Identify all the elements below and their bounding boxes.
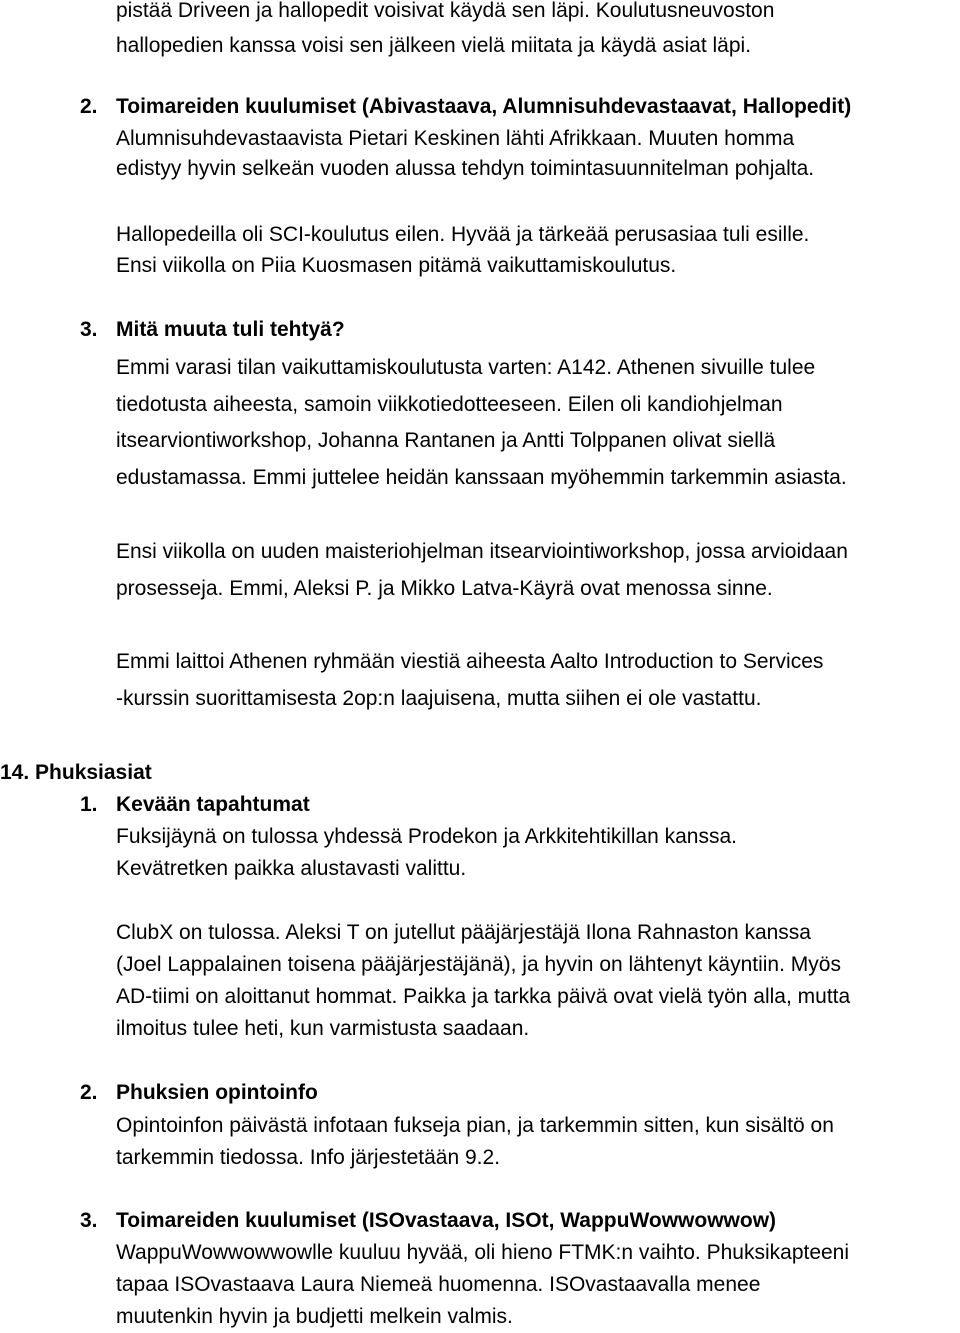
paragraph-line: prosesseja. Emmi, Aleksi P. ja Mikko Latva-Käyrä ovat menossa sinne. <box>116 577 773 600</box>
paragraph-line: AD-tiimi on aloittanut hommat. Paikka ja tarkka päivä ovat vielä työn alla, mutta <box>116 985 851 1008</box>
paragraph-line: edistyy hyvin selkeän vuoden alussa tehdyn toimintasuunnitelman pohjalta. <box>116 157 815 180</box>
paragraph-line: Opintoinfon päivästä infotaan fukseja pian, ja tarkemmin sitten, kun sisältö on <box>116 1114 834 1137</box>
item-title: Kevään tapahtumat <box>116 793 310 816</box>
paragraph-line: Ensi viikolla on Piia Kuosmasen pitämä vaikuttamiskoulutus. <box>116 254 677 277</box>
paragraph-line: Emmi laittoi Athenen ryhmään viestiä aiheesta Aalto Introduction to Services <box>116 650 824 673</box>
section-heading: 14. Phuksiasiat <box>0 761 152 784</box>
item-number: 2. <box>80 1081 98 1104</box>
paragraph-line: itsearviontiworkshop, Johanna Rantanen ja Antti Tolppanen olivat siellä <box>116 429 776 452</box>
paragraph-line: edustamassa. Emmi juttelee heidän kanssaan myöhemmin tarkemmin asiasta. <box>116 466 847 489</box>
paragraph-line: ilmoitus tulee heti, kun varmistusta saadaan. <box>116 1017 530 1040</box>
intro-line: pistää Driveen ja hallopedit voisivat käydä sen läpi. Koulutusneuvoston <box>116 0 775 22</box>
paragraph-line: Ensi viikolla on uuden maisteriohjelman itsearviointiworkshop, jossa arvioidaan <box>116 540 848 563</box>
paragraph-line: Alumnisuhdevastaavista Pietari Keskinen lähti Afrikkaan. Muuten homma <box>116 127 795 150</box>
paragraph-line: tarkemmin tiedossa. Info järjestetään 9.2. <box>116 1146 501 1169</box>
paragraph-line: muutenkin hyvin ja budjetti melkein valmis. <box>116 1305 513 1328</box>
paragraph-line: tapaa ISOvastaava Laura Niemeä huomenna. ISOvastaavalla menee <box>116 1273 761 1296</box>
item-number: 3. <box>80 1209 98 1232</box>
paragraph-line: tiedotusta aiheesta, samoin viikkotiedotteeseen. Eilen oli kandiohjelman <box>116 393 783 416</box>
item-number: 2. <box>80 95 98 118</box>
paragraph-line: Hallopedeilla oli SCI-koulutus eilen. Hyvää ja tärkeää perusasiaa tuli esille. <box>116 223 810 246</box>
item-title: Mitä muuta tuli tehtyä? <box>116 318 345 341</box>
item-title: Toimareiden kuulumiset (ISOvastaava, ISOt, WappuWowwowwow) <box>116 1209 777 1232</box>
item-title: Toimareiden kuulumiset (Abivastaava, Alumnisuhdevastaavat, Hallopedit) <box>116 95 852 118</box>
paragraph-line: Emmi varasi tilan vaikuttamiskoulutusta varten: A142. Athenen sivuille tulee <box>116 356 816 379</box>
item-number: 3. <box>80 318 98 341</box>
paragraph-line: ClubX on tulossa. Aleksi T on jutellut pääjärjestäjä Ilona Rahnaston kanssa <box>116 921 811 944</box>
item-number: 1. <box>80 793 98 816</box>
paragraph-line: -kurssin suorittamisesta 2op:n laajuisena, mutta siihen ei ole vastattu. <box>116 687 762 710</box>
intro-line: hallopedien kanssa voisi sen jälkeen vielä miitata ja käydä asiat läpi. <box>116 34 752 57</box>
paragraph-line: (Joel Lappalainen toisena pääjärjestäjänä), ja hyvin on lähtenyt käyntiin. Myös <box>116 953 841 976</box>
paragraph-line: WappuWowwowwowlle kuuluu hyvää, oli hieno FTMK:n vaihto. Phuksikapteeni <box>116 1241 850 1264</box>
paragraph-line: Kevätretken paikka alustavasti valittu. <box>116 857 467 880</box>
paragraph-line: Fuksijäynä on tulossa yhdessä Prodekon ja Arkkitehtikillan kanssa. <box>116 825 737 848</box>
item-title: Phuksien opintoinfo <box>116 1081 318 1104</box>
